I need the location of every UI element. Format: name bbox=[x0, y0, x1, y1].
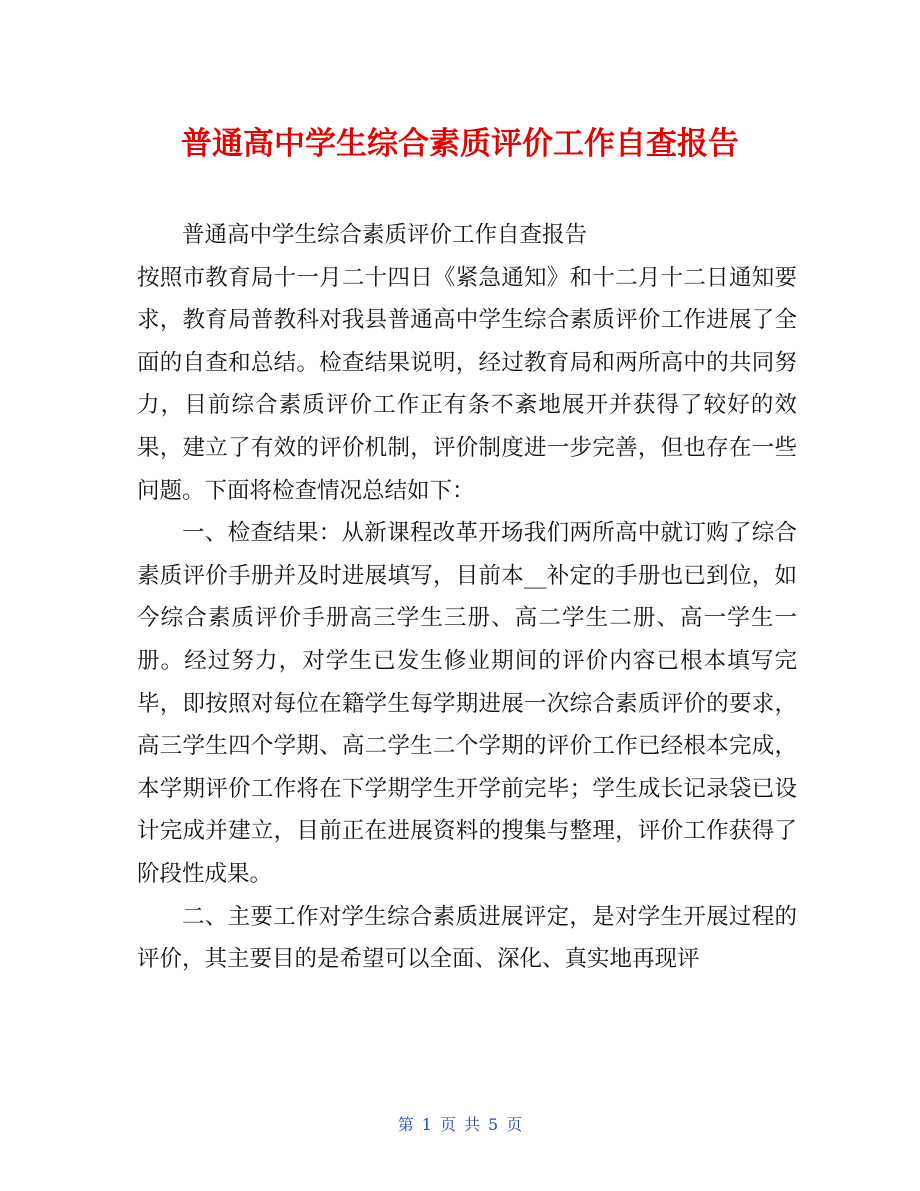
footer-page-prefix: 第 bbox=[397, 1115, 414, 1134]
section-two-paragraph: 二、主要工作对学生综合素质进展评定，是对学生开展过程的评价，其主要目的是希望可以全面、深化、真实地再现评 bbox=[137, 903, 797, 973]
page-footer bbox=[0, 1112, 920, 1135]
footer-total-prefix: 共 bbox=[464, 1115, 481, 1134]
footer-total-pages: 5 bbox=[488, 1115, 499, 1134]
footer-current-page: 1 bbox=[421, 1115, 432, 1134]
intro-paragraph: 按照市教育局十一月二十四日《紧急通知》和十二月十二日通知要求，教育局普教科对我县普通高中学生综合素质评价工作进展了全面的自查和总结。检查结果说明，经过教育局和两所高中的共同努力，目前综合素质评价工作正有条不紊地展开并获得了较好的效果，建立了有效的评价机制，评价制度进一步完善，但也存在一些问题。下面将检查情况总结如下： bbox=[137, 264, 797, 504]
footer-page-unit: 页 bbox=[439, 1115, 456, 1134]
section-one-paragraph: 一、检查结果：从新课程改革开场我们两所高中就订购了综合素质评价手册并及时进展填写，目前本__补定的手册也已到位，如今综合素质评价手册高三学生三册、高二学生二册、高一学生一册。经过努力，对学生已发生修业期间的评价内容已根本填写完毕，即按照对每位在籍学生每学期进展一次综合素质评价的要求，高三学生四个学期、高二学生二个学期的评价工作已经根本完成，本学期评价工作将在下学期学生开学前完毕；学生成长记录袋已设计完成并建立，目前正在进展资料的搜集与整理，评价工作获得了阶段性成果。 bbox=[137, 520, 797, 887]
subtitle-paragraph: 普通高中学生综合素质评价工作自查报告 bbox=[182, 222, 588, 248]
document-body bbox=[137, 214, 797, 981]
document-title: 普通高中学生综合素质评价工作自查报告 bbox=[181, 126, 739, 162]
footer-total-unit: 页 bbox=[506, 1115, 523, 1134]
